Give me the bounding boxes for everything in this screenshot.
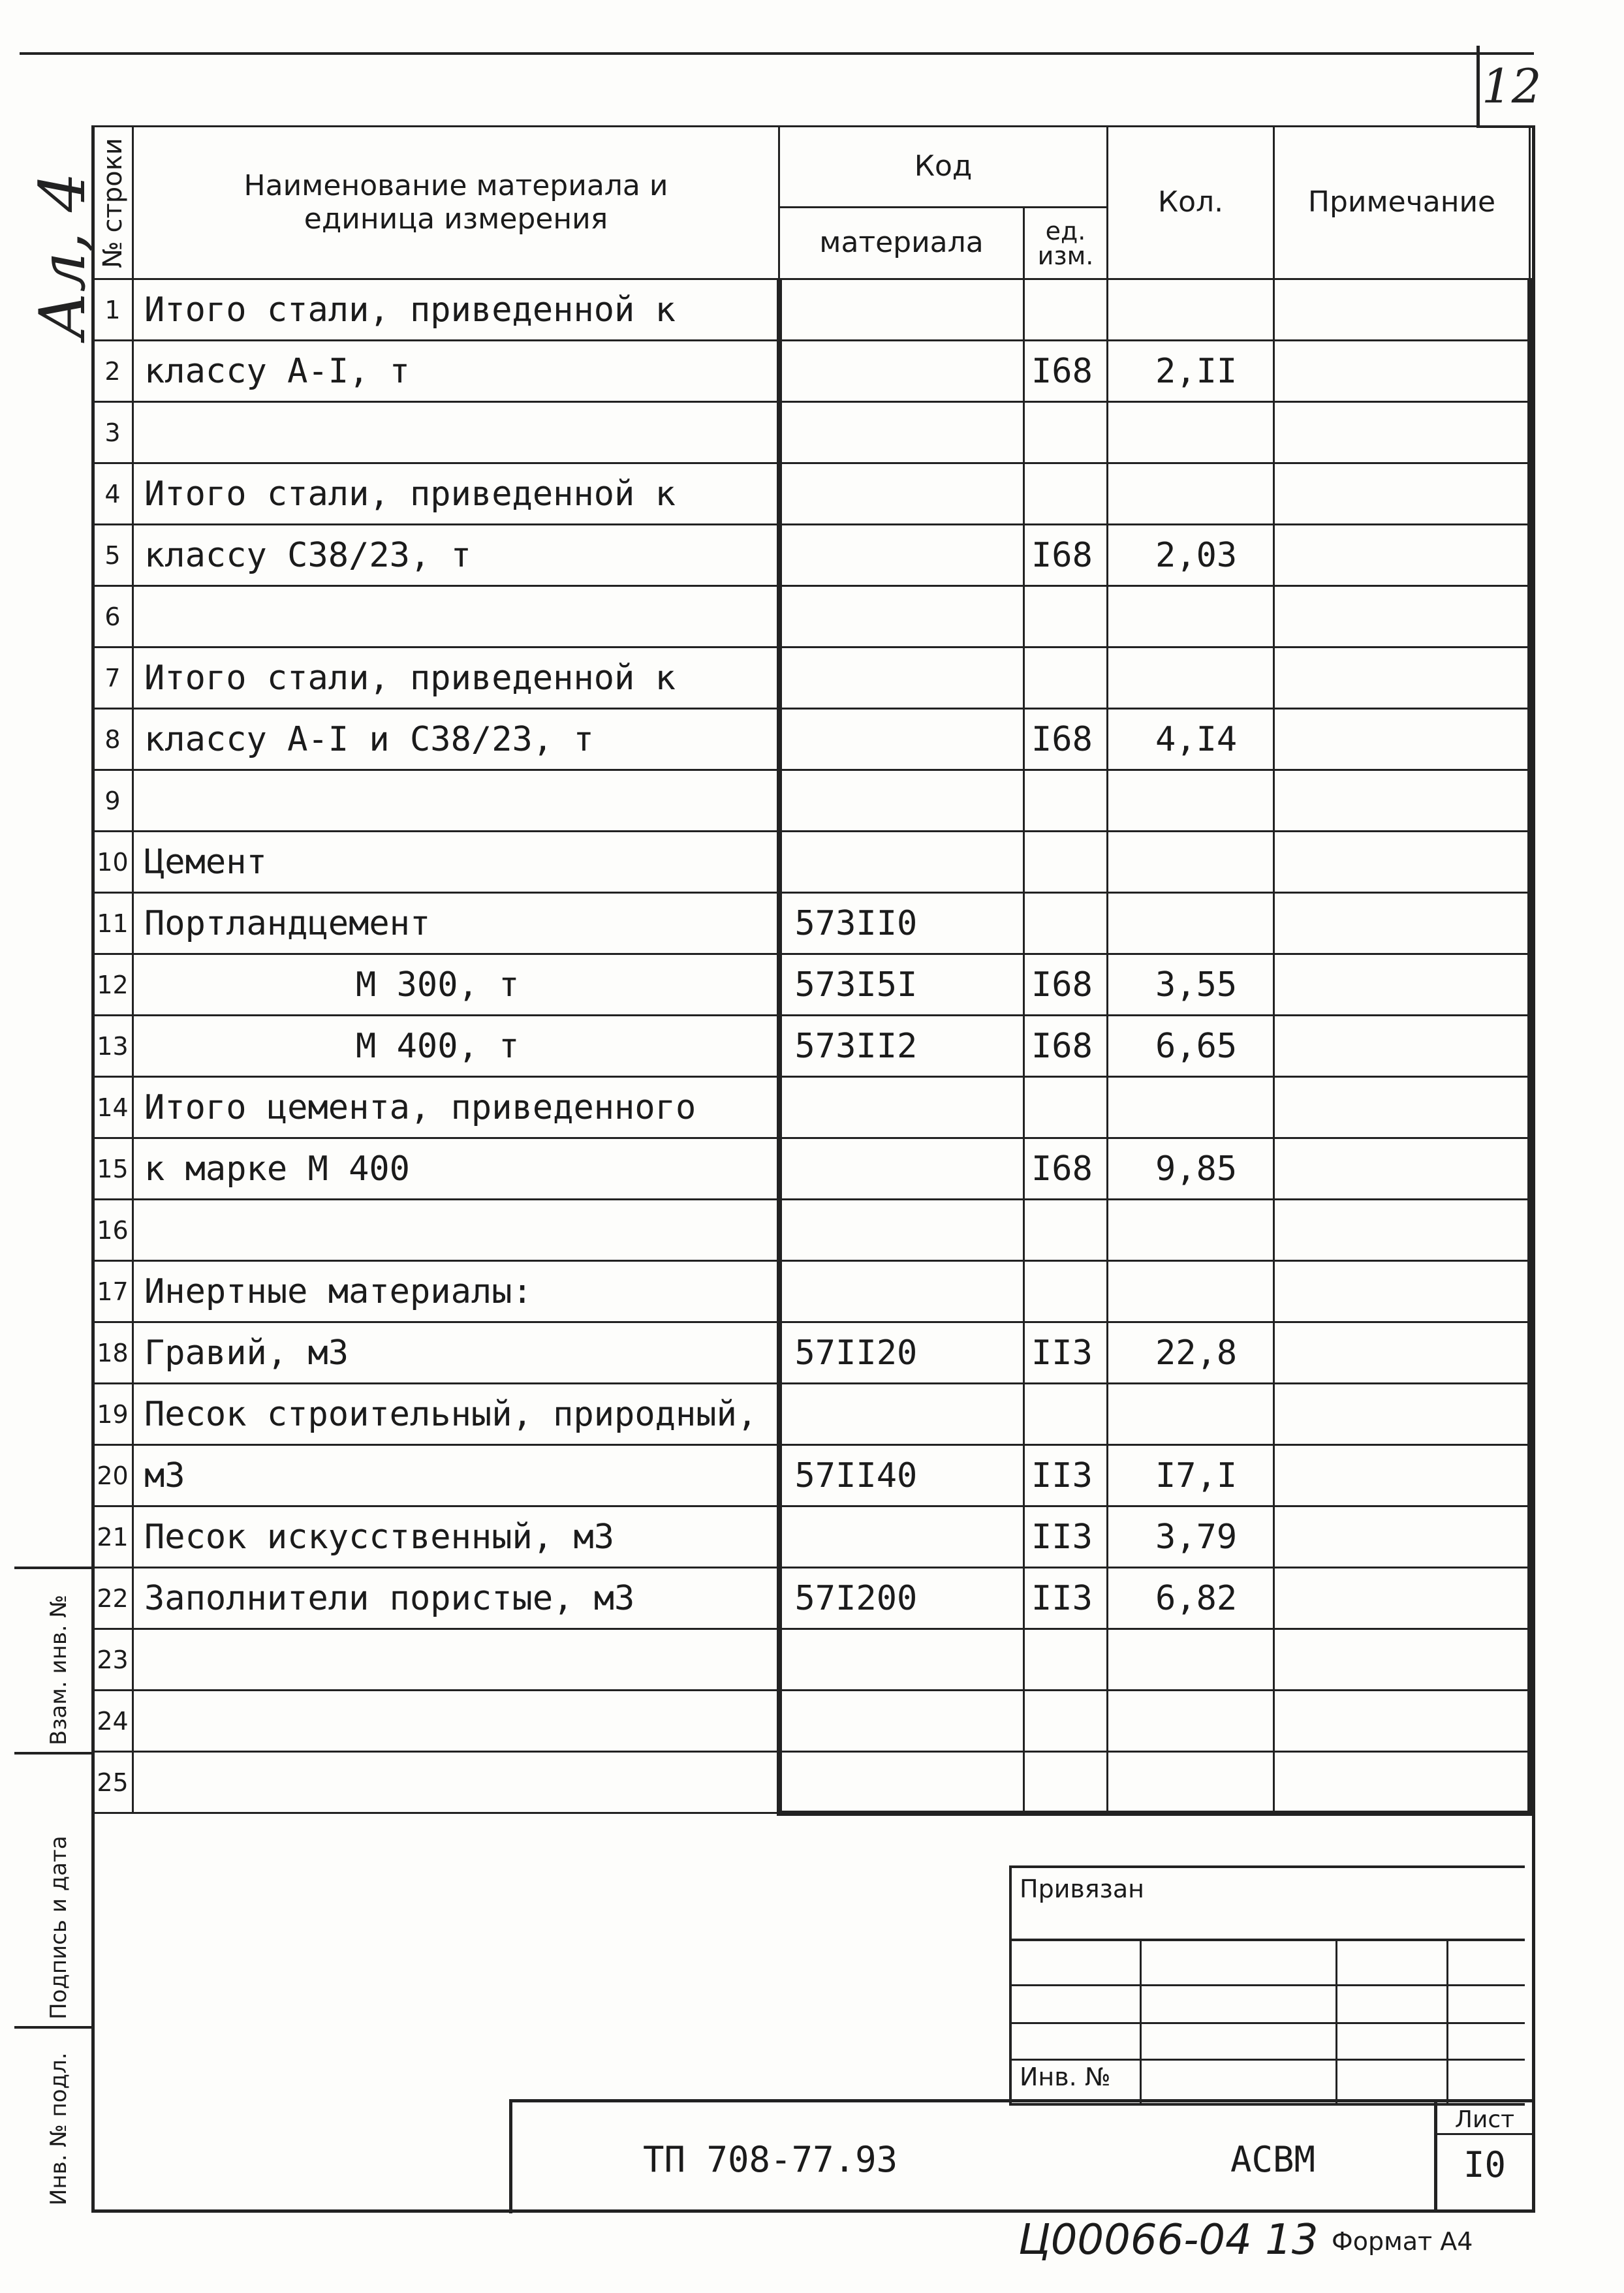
row-number: 11 <box>93 893 133 954</box>
note <box>1274 586 1530 647</box>
header-code-unit: ед. изм. <box>1024 208 1108 279</box>
quantity <box>1108 402 1274 463</box>
unit-code <box>1024 647 1108 709</box>
unit-code: I68 <box>1024 1138 1108 1200</box>
row-number: 22 <box>93 1568 133 1629</box>
material-name: Инертные материалы: <box>133 1261 779 1322</box>
row-number: 3 <box>93 402 133 463</box>
row-number: 10 <box>93 832 133 893</box>
unit-code: II3 <box>1024 1506 1108 1568</box>
quantity <box>1108 647 1274 709</box>
material-name: м3 <box>133 1445 779 1506</box>
material-code <box>779 1200 1024 1261</box>
material-code: 573II2 <box>779 1016 1024 1077</box>
material-code: 57I200 <box>779 1568 1024 1629</box>
unit-code <box>1024 1261 1108 1322</box>
note <box>1274 402 1530 463</box>
note <box>1274 1200 1530 1261</box>
table-row <box>93 709 1530 770</box>
table-row <box>93 1629 1530 1691</box>
row-number: 15 <box>93 1138 133 1200</box>
note <box>1274 463 1530 525</box>
unit-code <box>1024 1752 1108 1813</box>
material-code <box>779 586 1024 647</box>
material-name <box>133 586 779 647</box>
quantity <box>1108 893 1274 954</box>
row-number: 17 <box>93 1261 133 1322</box>
row-number: 4 <box>93 463 133 525</box>
material-code: 57II20 <box>779 1322 1024 1384</box>
note <box>1274 341 1530 402</box>
material-code <box>779 1138 1024 1200</box>
material-name: к марке М 400 <box>133 1138 779 1200</box>
unit-code: I68 <box>1024 341 1108 402</box>
unit-code <box>1024 1077 1108 1138</box>
material-name: Гравий, м3 <box>133 1322 779 1384</box>
table-row <box>93 1016 1530 1077</box>
quantity <box>1108 586 1274 647</box>
unit-code <box>1024 1200 1108 1261</box>
note <box>1274 709 1530 770</box>
table-row <box>93 525 1530 586</box>
quantity: 6,65 <box>1108 1016 1274 1077</box>
material-name: Песок искусственный, м3 <box>133 1506 779 1568</box>
quantity: I7,I <box>1108 1445 1274 1506</box>
binding-block <box>1009 1865 1525 2106</box>
material-name: Песок строительный, природный, <box>133 1384 779 1445</box>
row-number: 16 <box>93 1200 133 1261</box>
material-code <box>779 279 1024 341</box>
material-name <box>133 770 779 832</box>
material-code <box>779 1077 1024 1138</box>
quantity <box>1108 1200 1274 1261</box>
table-row <box>93 1322 1530 1384</box>
table-row <box>93 279 1530 341</box>
stamp-separator <box>14 1752 93 1755</box>
row-number: 5 <box>93 525 133 586</box>
note <box>1274 770 1530 832</box>
note <box>1274 647 1530 709</box>
row-number: 20 <box>93 1445 133 1506</box>
quantity: 3,55 <box>1108 954 1274 1016</box>
unit-code: I68 <box>1024 525 1108 586</box>
unit-code <box>1024 770 1108 832</box>
table-row <box>93 770 1530 832</box>
material-name <box>133 1752 779 1813</box>
table-row <box>93 402 1530 463</box>
note <box>1274 1138 1530 1200</box>
quantity <box>1108 1629 1274 1691</box>
unit-code: II3 <box>1024 1322 1108 1384</box>
quantity <box>1108 1752 1274 1813</box>
note <box>1274 1261 1530 1322</box>
material-code <box>779 1506 1024 1568</box>
note <box>1274 832 1530 893</box>
unit-code: I68 <box>1024 709 1108 770</box>
title-block <box>509 2099 1532 2213</box>
note <box>1274 1691 1530 1752</box>
material-name <box>133 402 779 463</box>
margin-stamp-column <box>14 1567 93 2212</box>
unit-code <box>1024 586 1108 647</box>
note <box>1274 1506 1530 1568</box>
unit-code <box>1024 893 1108 954</box>
document-code: ТП 708-77.93 <box>643 2139 898 2180</box>
unit-code <box>1024 832 1108 893</box>
note <box>1274 1077 1530 1138</box>
table-row <box>93 1691 1530 1752</box>
quantity <box>1108 463 1274 525</box>
header-quantity: Кол. <box>1108 127 1274 279</box>
quantity: 2,II <box>1108 341 1274 402</box>
table-row <box>93 341 1530 402</box>
header-code: Код <box>779 127 1108 208</box>
table-row <box>93 1384 1530 1445</box>
row-number: 23 <box>93 1629 133 1691</box>
material-code <box>779 647 1024 709</box>
unit-code: I68 <box>1024 954 1108 1016</box>
material-name <box>133 1691 779 1752</box>
material-name: Цемент <box>133 832 779 893</box>
header-material-name: Наименование материала и единица измерения <box>133 127 779 279</box>
note <box>1274 1752 1530 1813</box>
material-code <box>779 525 1024 586</box>
material-code <box>779 770 1024 832</box>
material-name: классу А-I, т <box>133 341 779 402</box>
note <box>1274 279 1530 341</box>
header-code-material: материала <box>779 208 1024 279</box>
table-row <box>93 1200 1530 1261</box>
row-number: 25 <box>93 1752 133 1813</box>
row-number: 12 <box>93 954 133 1016</box>
material-name <box>133 1200 779 1261</box>
unit-code <box>1024 1629 1108 1691</box>
row-number: 18 <box>93 1322 133 1384</box>
table-row <box>93 954 1530 1016</box>
table-row <box>93 1077 1530 1138</box>
paper-format: Формат А4 <box>1332 2227 1473 2256</box>
header-note: Примечание <box>1274 127 1530 279</box>
material-name: Заполнители пористые, м3 <box>133 1568 779 1629</box>
unit-code: I68 <box>1024 1016 1108 1077</box>
row-number: 7 <box>93 647 133 709</box>
row-number: 2 <box>93 341 133 402</box>
note <box>1274 1384 1530 1445</box>
row-number: 9 <box>93 770 133 832</box>
material-code <box>779 709 1024 770</box>
stamp-signature-date: Подпись и дата <box>46 1835 72 2020</box>
row-number: 13 <box>93 1016 133 1077</box>
quantity: 2,03 <box>1108 525 1274 586</box>
note <box>1274 1016 1530 1077</box>
material-name: Итого цемента, приведенного <box>133 1077 779 1138</box>
row-number: 21 <box>93 1506 133 1568</box>
material-code <box>779 1384 1024 1445</box>
material-code <box>779 1261 1024 1322</box>
unit-code <box>1024 279 1108 341</box>
material-name <box>133 1629 779 1691</box>
row-number: 24 <box>93 1691 133 1752</box>
material-code <box>779 1629 1024 1691</box>
material-name: классу С38/23, т <box>133 525 779 586</box>
note <box>1274 525 1530 586</box>
row-number: 14 <box>93 1077 133 1138</box>
table-row <box>93 893 1530 954</box>
table-row <box>93 1138 1530 1200</box>
sheet-label: Лист <box>1437 2106 1532 2135</box>
material-code <box>779 341 1024 402</box>
sheet-value: I0 <box>1463 2144 1507 2185</box>
material-name: М 400, т <box>133 1016 779 1077</box>
material-code: 57II40 <box>779 1445 1024 1506</box>
row-number: 19 <box>93 1384 133 1445</box>
material-code <box>779 1752 1024 1813</box>
material-code <box>779 832 1024 893</box>
archive-number: Ц00066-04 13 <box>1018 2216 1319 2264</box>
sheet-number: 12 <box>1482 59 1542 114</box>
quantity <box>1108 832 1274 893</box>
material-name: Портландцемент <box>133 893 779 954</box>
material-code: 573I5I <box>779 954 1024 1016</box>
table-row <box>93 1568 1530 1629</box>
material-code <box>779 463 1024 525</box>
note <box>1274 1629 1530 1691</box>
quantity: 4,I4 <box>1108 709 1274 770</box>
note <box>1274 893 1530 954</box>
stamp-separator <box>14 2026 93 2029</box>
table-row <box>93 1506 1530 1568</box>
quantity: 22,8 <box>1108 1322 1274 1384</box>
material-name: М 300, т <box>133 954 779 1016</box>
quantity <box>1108 1077 1274 1138</box>
quantity: 3,79 <box>1108 1506 1274 1568</box>
material-code <box>779 402 1024 463</box>
note <box>1274 1568 1530 1629</box>
quantity <box>1108 770 1274 832</box>
material-code: 573II0 <box>779 893 1024 954</box>
table-row <box>93 586 1530 647</box>
table-row <box>93 1445 1530 1506</box>
inv-number-label: Инв. № <box>1020 2063 1111 2091</box>
bound-label: Привязан <box>1020 1875 1144 1903</box>
sheet-cell <box>1434 2102 1532 2210</box>
material-name: Итого стали, приведенной к <box>133 279 779 341</box>
materials-table <box>91 125 1533 1816</box>
quantity <box>1108 1261 1274 1322</box>
row-number: 6 <box>93 586 133 647</box>
table-row <box>93 1752 1530 1813</box>
quantity: 9,85 <box>1108 1138 1274 1200</box>
material-name: Итого стали, приведенной к <box>133 463 779 525</box>
top-border-line <box>20 52 1534 55</box>
note <box>1274 954 1530 1016</box>
material-name: классу А-I и С38/23, т <box>133 709 779 770</box>
note <box>1274 1445 1530 1506</box>
row-number: 8 <box>93 709 133 770</box>
stamp-inv-original: Инв. № подл. <box>46 2052 72 2206</box>
stamp-vzam-inv: Взам. инв. № <box>46 1595 72 1745</box>
handwritten-margin-note: Ал, 4 <box>26 172 99 339</box>
quantity <box>1108 1384 1274 1445</box>
header-row-number: № строки <box>93 127 133 279</box>
unit-code: II3 <box>1024 1568 1108 1629</box>
quantity <box>1108 279 1274 341</box>
unit-code <box>1024 463 1108 525</box>
material-name: Итого стали, приведенной к <box>133 647 779 709</box>
table-row <box>93 832 1530 893</box>
table-row <box>93 647 1530 709</box>
table-row <box>93 463 1530 525</box>
document-system: АСВМ <box>1230 2139 1316 2180</box>
unit-code: II3 <box>1024 1445 1108 1506</box>
quantity: 6,82 <box>1108 1568 1274 1629</box>
unit-code <box>1024 1691 1108 1752</box>
row-number: 1 <box>93 279 133 341</box>
material-code <box>779 1691 1024 1752</box>
note <box>1274 1322 1530 1384</box>
unit-code <box>1024 1384 1108 1445</box>
table-row <box>93 1261 1530 1322</box>
unit-code <box>1024 402 1108 463</box>
quantity <box>1108 1691 1274 1752</box>
